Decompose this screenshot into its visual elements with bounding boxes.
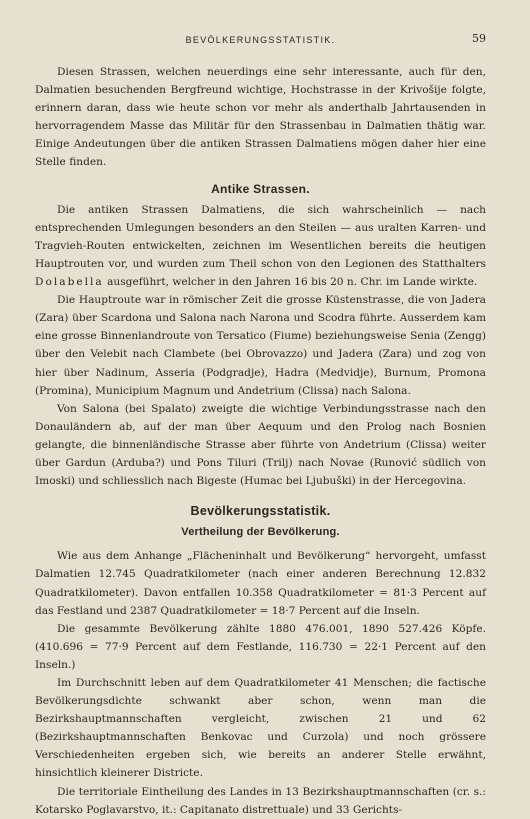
running-header <box>35 30 486 50</box>
antike-paragraph-1 <box>35 201 486 291</box>
statistik-paragraph-2: Die gesammte Bevölkerung zählte 1880 476.001, 1890 527.426 Köpfe. (410.696 = 77·9 Percent auf dem Festlande, 116.730 = 22·1 Percent auf den Inseln.) <box>35 622 486 671</box>
section-heading-antike-strassen: Antike Strassen. <box>211 181 310 196</box>
statistik-paragraph-3: Im Durchschnitt leben auf dem Quadratkilometer 41 Menschen; die factische Bevölkerungsdichte schwankt aber schon, wenn man die Bezirkshauptmannschaften vergleicht, zwischen 21 und 62 (Bezirkshauptmannschaften Benkovac und Curzola) und noch grössere Verschiedenheiten ergeben sich, wie bereits an anderer Stelle erwähnt, hinsichtlich kleinerer Districte. <box>35 677 486 780</box>
page-body <box>35 63 486 819</box>
subheading-vertheilung: Vertheilung der Bevölkerung. <box>181 526 340 539</box>
antike-paragraph-1-start: Die antiken Strassen Dalmatiens, die sich wahrscheinlich — nach entsprechenden Umlegungen besonders an den Steilen — aus uralten Karren- und Tragvieh-Routen entwickelten, zeichnen im Wesentlichen bereits die heutigen Hauptrouten vor, und wurden zum Theil schon von den Legionen des Statthalters <box>35 203 486 270</box>
statistik-paragraph-4: Die territoriale Eintheilung des Landes in 13 Bezirkshauptmannschaften (cr. s.: Kotarsko Poglavarstvo, it.: Capitanato distrettuale) und 33 Gerichts- <box>35 785 486 816</box>
intro-paragraph: Diesen Strassen, welchen neuerdings eine sehr interessante, auch für den, Dalmatien besuchenden Bergfreund wichtige, Hochstrasse in der Krivošije folgte, erinnern daran, dass wie heute schon vor mehr als anderthalb Jahrtausenden in hervorragendem Masse das Militär für den Strassenbau in Dalmatien thätig war. Einige Andeutungen über die antiken Strassen Dalmatiens mögen daher hier eine Stelle finden. <box>35 66 486 169</box>
antike-paragraph-1-end: ausgeführt, welcher in den Jahren 16 bis 20 n. Chr. im Lande wirkte. <box>103 276 478 289</box>
statistik-paragraph-1: Wie aus dem Anhange „Flächeninhalt und Bevölkerung“ hervorgeht, umfasst Dalmatien 12.745 Quadratkilometer (nach einer anderen Berechnung 12.832 Quadratkilometer). Davon entfallen 10.358 Quadratkilometer = 81·3 Percent auf das Festland und 2387 Quadratkilometer = 18·7 Percent auf die Inseln. <box>35 550 486 617</box>
antike-paragraph-3: Von Salona (bei Spalato) zweigte die wichtige Verbindungsstrasse nach den Donauländern ab, auf der man über Aequum und den Prolog nach Bosnien gelangte, die binnenländische Strasse aber führte von Andetrium (Clissa) weiter über Gardun (Arduba?) und Pons Tiluri (Trilj) nach Novae (Runović südlich von Imoski) und schliesslich nach Bigeste (Humac bei Ljubuški) in der Hercegovina. <box>35 402 486 488</box>
antike-paragraph-2: Die Hauptroute war in römischer Zeit die grosse Küstenstrasse, die von Jadera (Zara) über Scardona und Salona nach Narona und Scodra führte. Ausserdem kam eine grosse Binnenlandroute von Tersatico (Fiume) beziehungsweise Senia (Zengg) über den Velebit nach Clambete (bei Obrovazzo) und Jadera (Zara) und zog von hier über Nadinum, Asseria (Podgradje), Hadra (Medvidje), Burnum, Promona (Promina), Municipium Magnum und Andetrium (Clissa) nach Salona. <box>35 294 486 397</box>
page-number: 59 <box>472 32 486 45</box>
section-heading-bevoelkerungsstatistik: Bevölkerungsstatistik. <box>190 504 331 519</box>
dolabella-name: Dolabella <box>35 276 104 289</box>
running-title: BEVÖLKERUNGSSTATISTIK. <box>185 35 336 45</box>
